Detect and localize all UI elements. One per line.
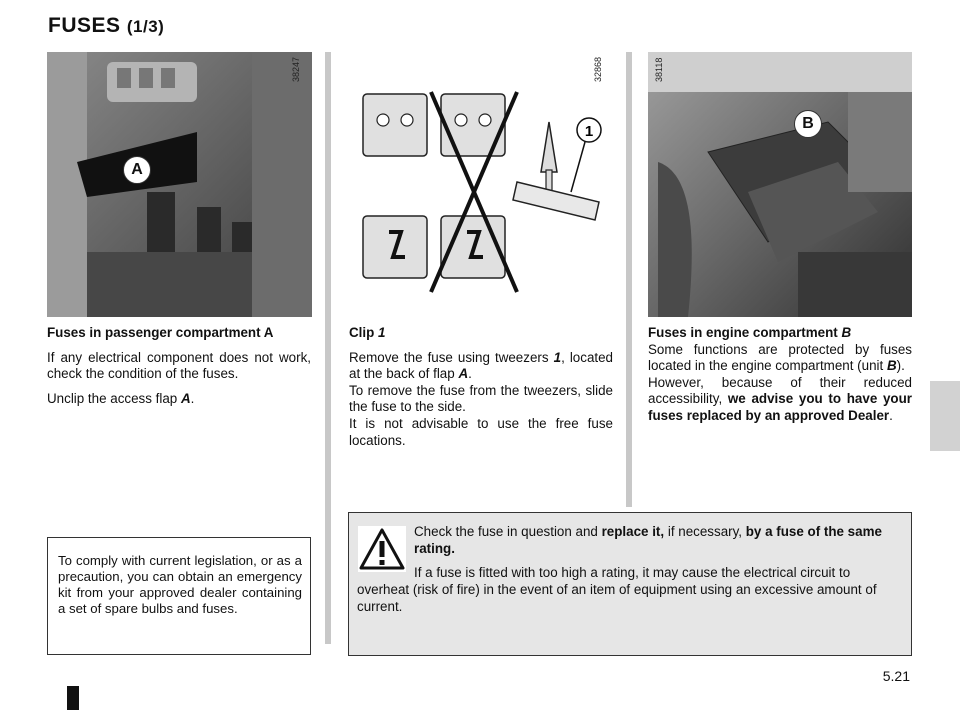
- callout-label-1: 1: [584, 123, 594, 140]
- fuse-removal-diagram: [349, 52, 611, 317]
- note-text: To comply with current legislation, or as a precaution, you can obtain an emergency kit from your approved dealer containing a set of spare bulbs and fuses.: [58, 553, 302, 616]
- passenger-fuses-section: [47, 325, 311, 415]
- chapter-tab: [930, 381, 960, 451]
- page-number: 5.21: [882, 668, 910, 684]
- section-heading: Fuses in passenger compartment A: [47, 325, 274, 340]
- warning-paragraph-1: Check the fuse in question and replace it, if necessary, by a fuse of the same rating.: [414, 524, 882, 556]
- engine-compartment-photo: [648, 52, 912, 317]
- warning-paragraph-2: If a fuse is fitted with too high a rating, it may cause the electrical circuit to overheat (risk of fire) in the event of an item of equipment using an excessive amount of current.: [357, 565, 877, 614]
- section-heading: Clip 1: [349, 325, 386, 340]
- engine-fuses-section: [648, 325, 912, 425]
- passenger-compartment-photo: [47, 52, 312, 317]
- section-heading: Fuses in engine compartment B: [648, 325, 852, 340]
- title-sub: (1/3): [126, 17, 165, 36]
- title-main: FUSES: [48, 14, 121, 37]
- paragraph: If any electrical component does not work, check the condition of the fuses.: [47, 349, 311, 382]
- paragraph: However, because of their reduced accessibility, we advise you to have your fuses replaced by an approved Dealer.: [648, 374, 913, 423]
- column-divider: [626, 52, 632, 507]
- legislation-note-box: [47, 537, 311, 655]
- paragraph: Unclip the access flap A.: [47, 390, 195, 406]
- photo-ref: 32868: [593, 56, 603, 82]
- column-divider: [325, 52, 331, 644]
- callout-label-a: A: [123, 156, 151, 184]
- warning-box: [348, 512, 912, 656]
- callout-label-b: B: [794, 110, 822, 138]
- paragraph: To remove the fuse from the tweezers, slide the fuse to the side.: [349, 382, 613, 415]
- page-title: [48, 14, 164, 38]
- photo-ref: 38247: [291, 56, 301, 82]
- paragraph: Some functions are protected by fuses located in the engine compartment (unit B).: [648, 341, 912, 374]
- paragraph: It is not advisable to use the free fuse locations.: [349, 415, 613, 448]
- photo-ref: 38118: [654, 57, 664, 82]
- corner-mark: [67, 686, 79, 710]
- paragraph: Remove the fuse using tweezers 1, located at the back of flap A.: [349, 349, 614, 382]
- clip-section: [349, 325, 613, 449]
